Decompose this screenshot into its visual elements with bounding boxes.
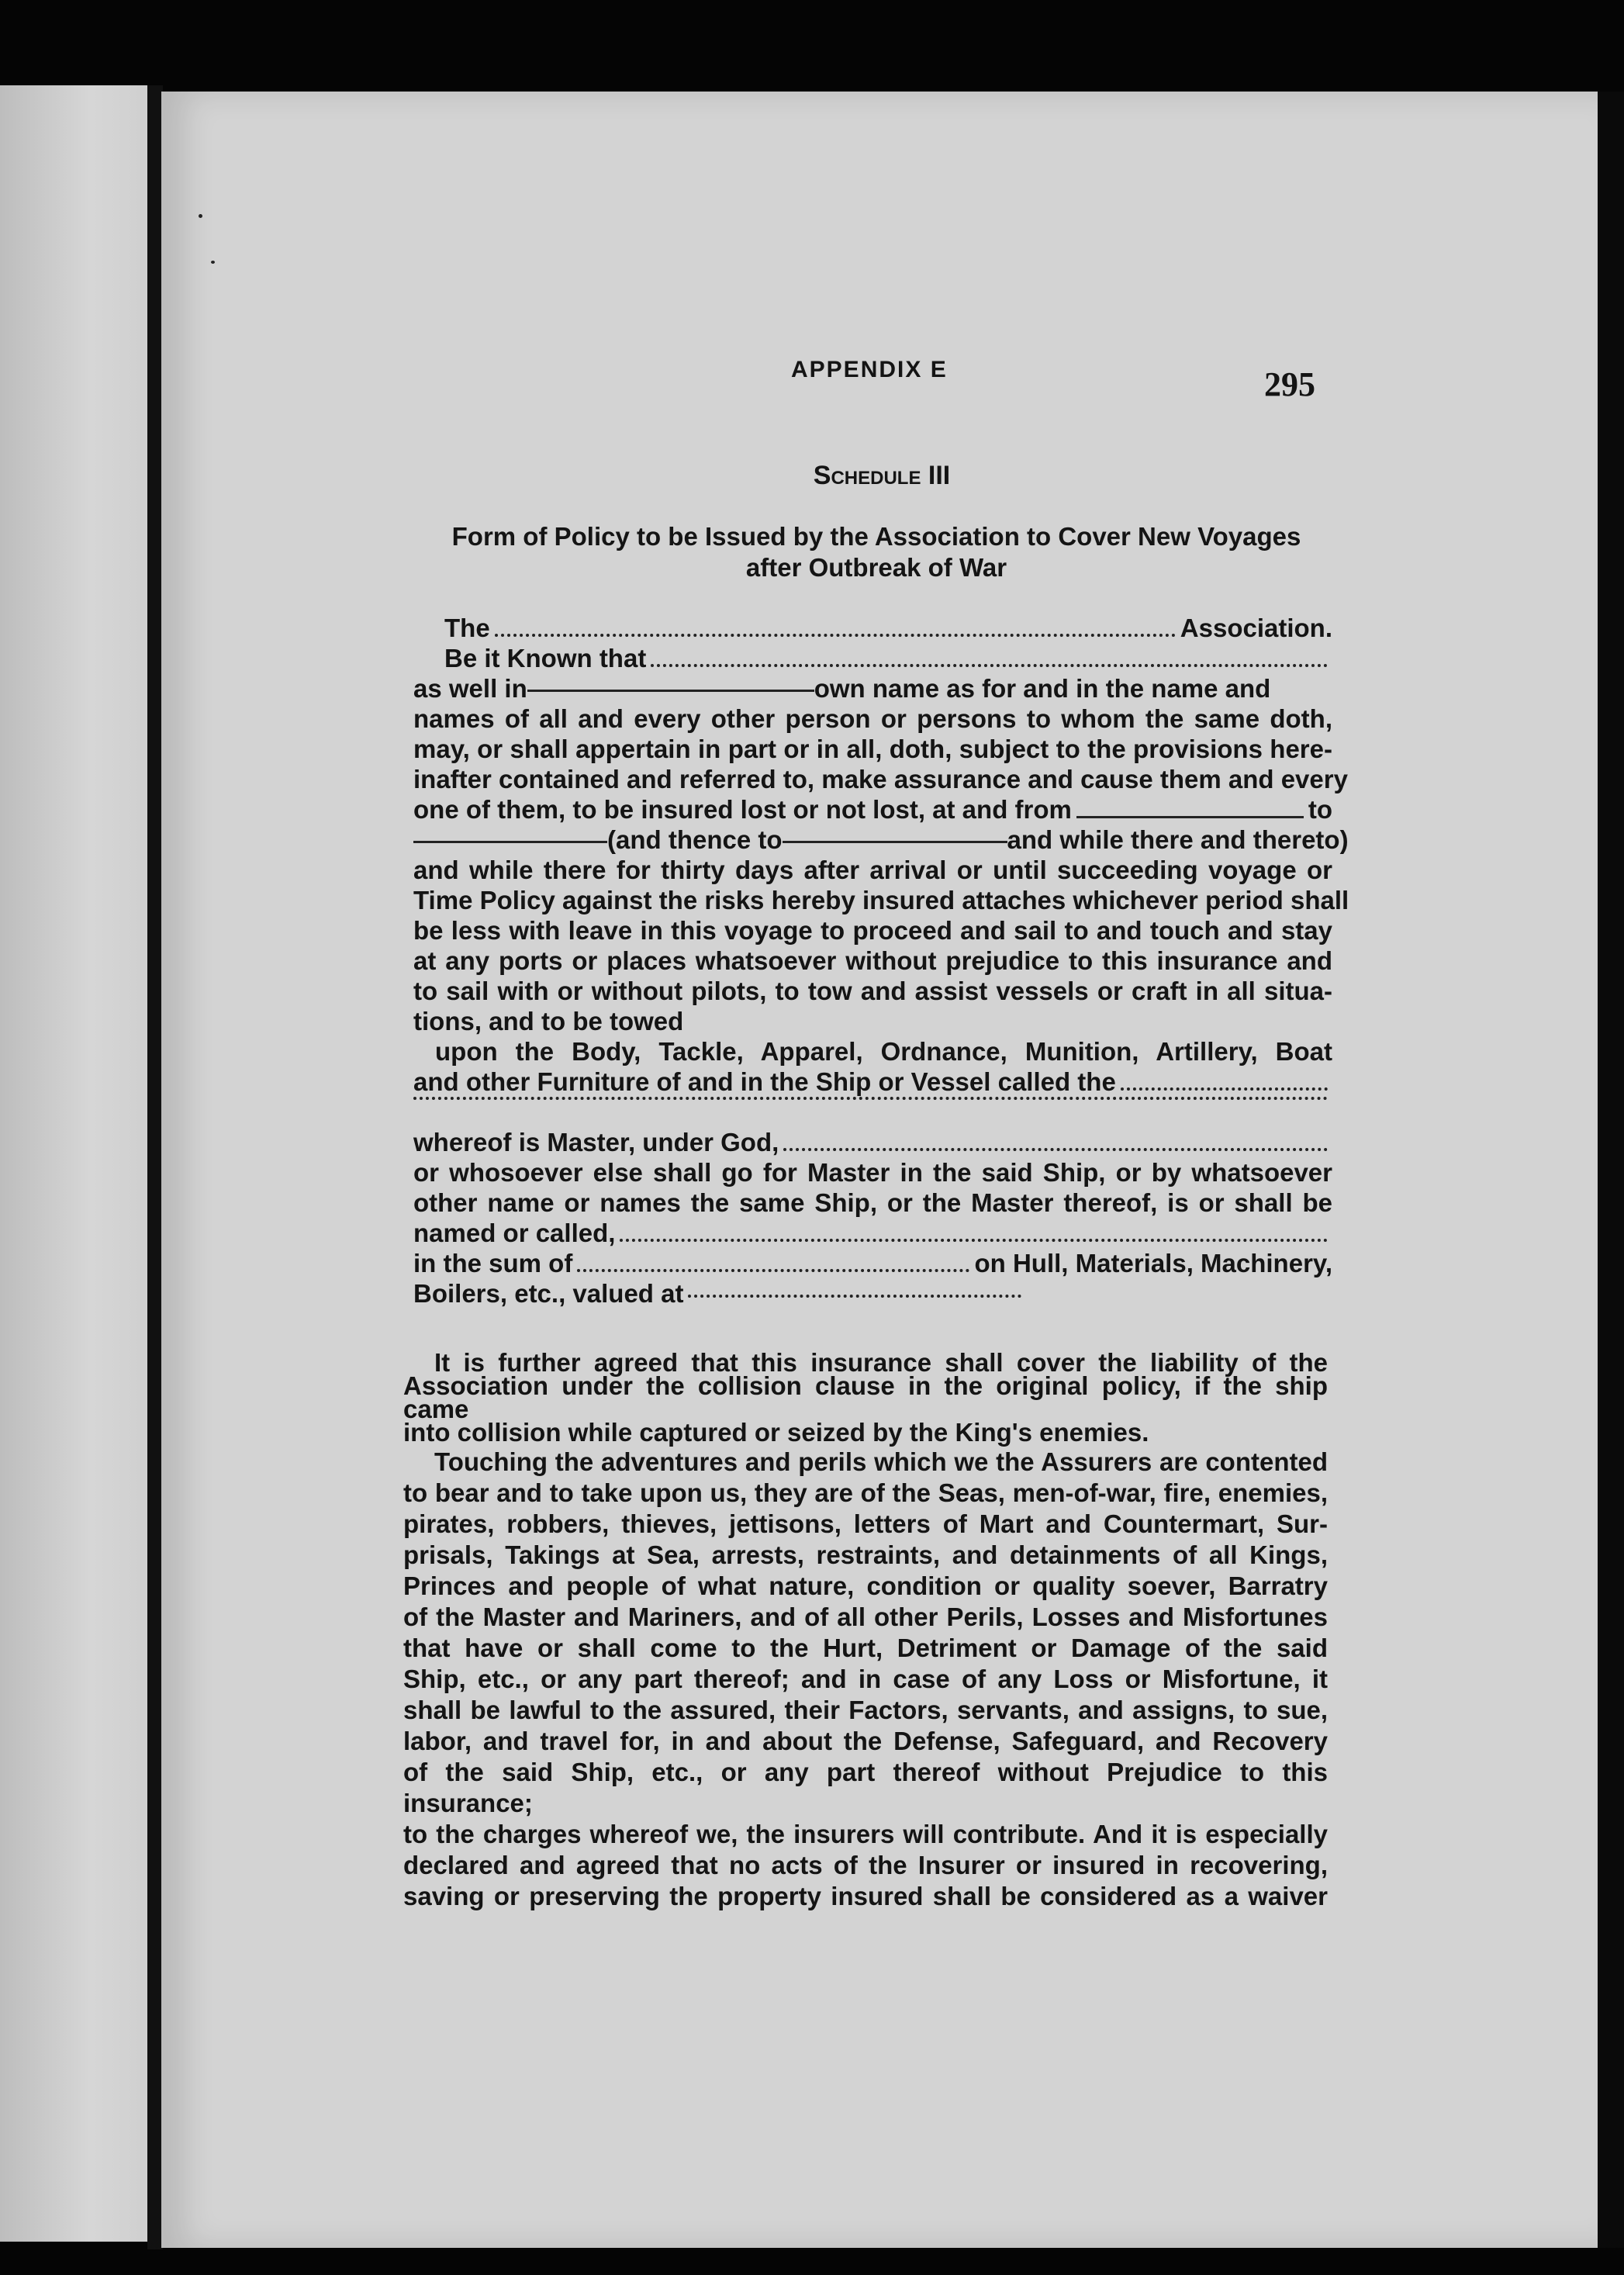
paragraph-line: saving or preserving the property insured shall be considered as a waiver bbox=[403, 1882, 1328, 1910]
blank-field bbox=[1121, 1087, 1328, 1091]
blank-rule bbox=[1076, 816, 1304, 818]
paragraph-line: declared and agreed that no acts of the Insurer or insured in recovering, bbox=[403, 1851, 1328, 1879]
form-line bbox=[413, 1278, 1332, 1309]
form-line bbox=[413, 1218, 1332, 1248]
blank-field bbox=[783, 1148, 1328, 1151]
paragraph-line: labor, and travel for, in and about the Defense, Safeguard, and Recovery bbox=[403, 1727, 1328, 1755]
form-text: one of them, to be insured lost or not lost, at and from bbox=[413, 795, 1072, 824]
form-line bbox=[413, 613, 1332, 643]
form-line bbox=[413, 643, 1332, 673]
form-line: names of all and every other person or persons to whom the same doth, bbox=[413, 704, 1332, 733]
schedule-heading bbox=[0, 461, 1624, 491]
form-line: be less with leave in this voyage to proceed and sail to and touch and stay bbox=[413, 916, 1332, 945]
form-line bbox=[413, 1097, 1332, 1127]
blank-field bbox=[495, 634, 1176, 637]
form-text: and while there and thereto) bbox=[1007, 825, 1349, 854]
paragraph-line: prisals, Takings at Sea, arrests, restraints, and detainments of all Kings, bbox=[403, 1540, 1328, 1569]
blank-field bbox=[620, 1239, 1328, 1242]
form-line: Time Policy against the risks hereby insured attaches whichever period shall bbox=[413, 886, 1349, 914]
paragraph-line: into collision while captured or seized by the King's enemies. bbox=[403, 1418, 1149, 1447]
blank-rule bbox=[527, 690, 814, 692]
form-text: The bbox=[444, 614, 490, 642]
form-line: tions, and to be towed bbox=[413, 1007, 684, 1036]
paragraph-line: Ship, etc., or any part thereof; and in case of any Loss or Misfortune, it bbox=[403, 1665, 1328, 1693]
form-title-line: after Outbreak of War bbox=[745, 553, 1007, 582]
page-number: 295 bbox=[1264, 365, 1315, 403]
facing-page-edge bbox=[0, 85, 150, 2242]
policy-form bbox=[413, 613, 1349, 1309]
form-text: in the sum of bbox=[413, 1249, 573, 1278]
form-line: or whosoever else shall go for Master in the said Ship, or by whatsoever bbox=[413, 1158, 1332, 1187]
form-line bbox=[413, 794, 1332, 825]
paragraph-line: Association under the collision clause in the original policy, if the ship came bbox=[403, 1371, 1328, 1423]
scan-speck bbox=[211, 261, 215, 264]
book-gutter bbox=[147, 85, 163, 2249]
blank-rule bbox=[783, 841, 1007, 843]
blank-rule bbox=[413, 841, 607, 843]
paragraph-line: of the said Ship, etc., or any part thereof without Prejudice to this insurance; bbox=[403, 1758, 1328, 1817]
form-text: Be it Known that bbox=[444, 644, 647, 672]
form-text: named or called, bbox=[413, 1219, 616, 1247]
paragraph-line: Princes and people of what nature, condition or quality soever, Barratry bbox=[403, 1571, 1328, 1600]
paragraph-line: that have or shall come to the Hurt, Detriment or Damage of the said bbox=[403, 1634, 1328, 1662]
form-line: to sail with or without pilots, to tow and assist vessels or craft in all situa- bbox=[413, 977, 1332, 1005]
form-text: whereof is Master, under God, bbox=[413, 1128, 779, 1157]
form-text: (and thence to bbox=[607, 825, 783, 854]
form-text: Boilers, etc., valued at bbox=[413, 1279, 684, 1308]
form-line: at any ports or places whatsoever without prejudice to this insurance and bbox=[413, 946, 1332, 975]
scan-speck bbox=[199, 214, 202, 218]
paragraph-line: It is further agreed that this insurance shall cover the liability of the bbox=[434, 1348, 1328, 1377]
blank-field bbox=[651, 664, 1328, 667]
paragraph-line: to bear and to take upon us, they are of the Seas, men-of-war, fire, enemies, bbox=[403, 1478, 1328, 1507]
form-line: upon the Body, Tackle, Apparel, Ordnance, Munition, Artillery, Boat bbox=[435, 1037, 1332, 1066]
form-line: and while there for thirty days after arrival or until succeeding voyage or bbox=[413, 856, 1332, 884]
paragraph-line: to the charges whereof we, the insurers will contribute. And it is especially bbox=[403, 1820, 1328, 1848]
form-text: and other Furniture of and in the Ship or Vessel called the bbox=[413, 1067, 1116, 1096]
form-title-line: Form of Policy to be Issued by the Association to Cover New Voyages bbox=[451, 522, 1301, 551]
form-line bbox=[413, 1067, 1332, 1097]
blank-field bbox=[577, 1269, 969, 1272]
form-line: inafter contained and referred to, make assurance and cause them and every bbox=[413, 765, 1348, 793]
paragraph-line: shall be lawful to the assured, their Factors, servants, and assigns, to sue, bbox=[403, 1696, 1328, 1724]
form-line bbox=[413, 825, 1349, 855]
form-line bbox=[413, 673, 1332, 704]
paragraph-line: Touching the adventures and perils which we the Assurers are contented bbox=[434, 1447, 1328, 1476]
paragraph-line: pirates, robbers, thieves, jettisons, letters of Mart and Countermart, Sur- bbox=[403, 1509, 1328, 1538]
form-title bbox=[419, 521, 1334, 583]
form-text: on Hull, Materials, Machinery, bbox=[974, 1249, 1332, 1278]
form-line: other name or names the same Ship, or the Master thereof, is or shall be bbox=[413, 1188, 1332, 1217]
perils-paragraph bbox=[403, 1447, 1328, 1912]
form-line bbox=[413, 1127, 1332, 1157]
form-line bbox=[413, 1248, 1332, 1278]
blank-field bbox=[688, 1295, 1021, 1298]
paragraph-line: of the Master and Mariners, and of all other Perils, Losses and Misfortunes bbox=[403, 1603, 1328, 1631]
form-line: may, or shall appertain in part or in all, doth, subject to the provisions here- bbox=[413, 735, 1332, 763]
form-text: to bbox=[1308, 795, 1332, 824]
running-head: APPENDIX E bbox=[791, 357, 948, 382]
schedule-heading-text: Schedule III bbox=[813, 461, 951, 490]
form-text: as well in bbox=[413, 674, 527, 703]
collision-clause-paragraph bbox=[403, 1348, 1328, 1447]
page-right-edge bbox=[1598, 92, 1624, 2248]
form-text: Association. bbox=[1180, 614, 1332, 642]
blank-field bbox=[413, 1097, 1328, 1100]
form-text: own name as for and in the name and bbox=[814, 674, 1271, 703]
